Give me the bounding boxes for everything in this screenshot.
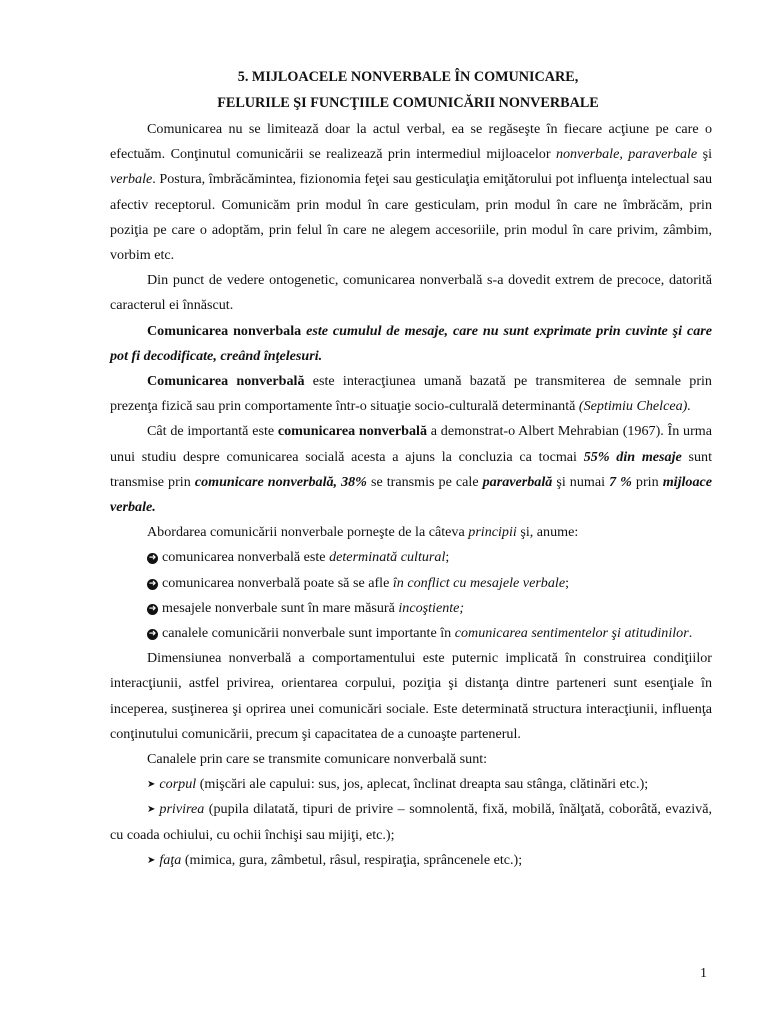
triangle-bullet-icon: ➤ (147, 854, 156, 866)
emphasis-text: principii (468, 524, 517, 541)
paragraph (110, 319, 712, 369)
text-run: canalele comunicării nonverbale sunt importante în (162, 625, 455, 642)
text-run: şi numai (552, 473, 610, 490)
text-run: Din punct de vedere ontogenetic, comunicarea nonverbală s-a dovedit extrem de precoce, datorită caracterul ei înnăscut. (110, 272, 712, 314)
paragraph (110, 520, 712, 545)
text-run: Dimensiunea nonverbală a comportamentului este puternic implicată în construirea condiţiilor interacţiunii, astfel privirea, orientarea corpului, poziţia şi distanţa dintre parteneri sunt esenţiale în inceperea, susţinerea şi oprirea unei comunicări sociale. Este determinată structura interacţiunii, influenţa conţinutului comunicării, precum şi capacitatea de a cunoaşte partenerul. (110, 650, 712, 742)
list-item (110, 772, 712, 797)
emphasis-text: determinată cultural (329, 549, 446, 566)
paragraph (110, 369, 712, 419)
paragraph (110, 419, 712, 520)
text-run: se transmis pe cale (366, 473, 483, 490)
text-run: ; (565, 574, 569, 591)
list-item (110, 571, 712, 596)
emphasis-text: paraverbală (482, 473, 553, 490)
document-body (110, 117, 712, 873)
chapter-title-line-2: FELURILE ŞI FUNCŢIILE COMUNICĂRII NONVERBALE (217, 95, 599, 111)
text-run: (mimica, gura, zâmbetul, râsul, respiraţia, sprâncenele etc.); (181, 851, 523, 868)
text-run: sunt transmise prin (110, 448, 712, 490)
triangle-bullet-icon: ➤ (147, 779, 156, 791)
emphasis-text: comunicare nonverbală, 38% (194, 473, 367, 490)
chapter-title-line-1: 5. MIJLOACELE NONVERBALE ÎN COMUNICARE, (237, 69, 579, 85)
text-run: a demonstrat-o Albert Mehrabian (1967). În urma unui studiu despre comunicarea socială acesta a ajuns la concluzia ca tocmai (110, 423, 713, 465)
text-run: . (688, 625, 693, 642)
text-run: comunicarea nonverbală poate să se afle (162, 574, 393, 591)
text-run: şi (697, 146, 712, 163)
emphasis-text: în conflict cu mesajele verbale (392, 574, 566, 591)
text-run: . Postura, îmbrăcămintea, fizionomia feţei sau gesticulaţia emiţătorului pot influenţa intelectual sau afectiv receptorul. Comunicăm prin modul în care gesticulam, prin modul în care ne îmbrăcăm, prin poziţia pe care o adoptăm, prin felul în care ne alegem accesoriile, prin modul în care privim, zâmbim, vorbim etc. (110, 171, 712, 264)
paragraph (110, 646, 712, 747)
emphasis-text: comunicarea nonverbală (277, 423, 428, 440)
triangle-bullet-icon: ➤ (147, 804, 156, 816)
emphasis-text: incoştiente; (398, 599, 465, 616)
emphasis-text: este cumulul de mesaje, care nu sunt exprimate prin cuvinte şi care pot fi decodificate, creând înţelesuri. (110, 322, 712, 364)
text-run: Cât de importantă este (147, 423, 278, 440)
list-item (110, 545, 712, 570)
text-run: (mişcări ale capului: sus, jos, aplecat, înclinat dreapta sau stânga, clătinări etc.); (196, 776, 649, 793)
arrow-bullet-icon: ➜ (148, 578, 157, 589)
list-item (110, 596, 712, 621)
emphasis-text: (Septimiu Chelcea). (578, 398, 691, 415)
paragraph (110, 747, 712, 772)
paragraph (110, 117, 712, 268)
text-run: Comunicarea nu se limitează doar la actul verbal, ea se regăseşte în fiecare acţiune pe care o efectuăm. Conţinutul comunicării se realizează prin intermediul mijloacelor (110, 121, 712, 163)
text-run: este interacţiunea umană bazată pe transmiterea de semnale prin prezenţa fizică sau prin comportamente într-o situaţie socio-culturală determinantă (110, 373, 712, 415)
emphasis-text: privirea (159, 801, 205, 818)
list-item (110, 848, 712, 873)
text-run: (pupila dilatată, tipuri de privire – somnolentă, fixă, mobilă, înălţată, coborâtă, evazivă, cu coada ochiului, cu ochii închişi sau mijiţi, etc.); (110, 801, 712, 843)
page-number: 1 (700, 966, 707, 981)
emphasis-text: 7 % (609, 473, 632, 490)
emphasis-text: Comunicarea nonverbala (147, 322, 307, 339)
emphasis-text: nonverbale, paraverbale (555, 146, 698, 163)
arrow-bullet-icon: ➜ (148, 603, 157, 614)
list-item (110, 797, 712, 847)
list-item (110, 621, 712, 646)
text-run: mesajele nonverbale sunt în mare măsură (162, 599, 399, 616)
emphasis-text: 55% din mesaje (583, 448, 682, 465)
paragraph (110, 268, 712, 318)
text-run: Canalele prin care se transmite comunicare nonverbală sunt: (147, 751, 488, 768)
arrow-bullet-icon: ➜ (148, 553, 157, 564)
text-run: ; (445, 549, 450, 566)
text-run: şi, anume: (516, 524, 579, 541)
text-run: Abordarea comunicării nonverbale porneşte de la câteva (147, 524, 469, 541)
emphasis-text: verbale (110, 171, 153, 188)
emphasis-text: comunicarea sentimentelor şi atitudinilor (454, 625, 689, 642)
emphasis-text: Comunicarea nonverbală (147, 373, 305, 390)
emphasis-text: faţa (159, 851, 182, 868)
text-run: prin (631, 473, 663, 490)
text-run: comunicarea nonverbală este (162, 549, 330, 566)
emphasis-text: corpul (159, 776, 197, 793)
arrow-bullet-icon: ➜ (148, 629, 157, 640)
emphasis-text: mijloace verbale. (110, 473, 713, 516)
